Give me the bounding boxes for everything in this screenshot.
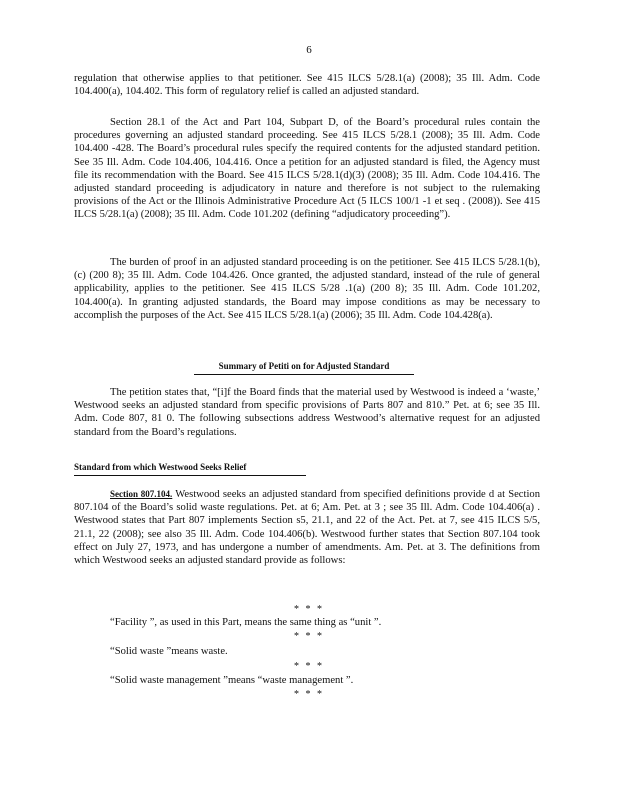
paragraph-2	[74, 116, 540, 222]
standard-heading: Standard from which Westwood Seeks Relief	[74, 461, 306, 476]
summary-heading: Summary of Petiti on for Adjusted Standard	[194, 360, 414, 375]
page-number: 6	[306, 44, 312, 56]
paragraph-5-text	[74, 488, 540, 567]
definition-solid-waste-management: “Solid waste management ”means “waste management ”.	[110, 675, 354, 686]
ellipsis-stars-4: * * *	[294, 689, 324, 700]
paragraph-4-text: The petition states that, “[i]f the Board finds that the material used by Westwood is indeed a ‘waste,’ Westwood seeks an adjusted standard from specific provisions of Parts 807 and 810.” Pet. at 6; see 35 Ill. Adm. Code 807, 81 0. The following subsections address Westwood’s alternative request for an adjusted standard from the Board’s regulations.	[74, 387, 540, 438]
paragraph-1	[74, 72, 540, 98]
ellipsis-stars-3: * * *	[294, 661, 324, 672]
definition-facility: “Facility ”, as used in this Part, means the same thing as “unit ”.	[110, 617, 382, 628]
definition-solid-waste: “Solid waste ”means waste.	[110, 646, 228, 657]
paragraph-2-text: Section 28.1 of the Act and Part 104, Subpart D, of the Board’s procedural rules contain the procedures governing an adjusted standard proceeding. See 415 ILCS 5/28.1 (2008); 35 Ill. Adm. Code 104.400 -428. The Board’s procedural rules specify the required contents for the adjusted standard petition. See 35 Ill. Adm. Code 104.406, 104.416. Once a petition for an adjusted standard is filed, the Agency must file its recommendation with the Board. See 415 ILCS 5/28.1(d)(3) (2008); 35 Ill. Adm. Code 104.416. The adjusted standard proceeding is adjudicatory in nature and therefore is not subject to the rulemaking provisions of the Act or the Illinois Administrative Procedure Act (5 ILCS 100/1 -1 et seq . (2008)). See 415 ILCS 5/28.1(a) (2008); 35 Ill. Adm. Code 101.202 (defining “adjudicatory proceeding”).	[74, 117, 540, 221]
ellipsis-stars-2: * * *	[294, 631, 324, 642]
paragraph-5-body: Westwood seeks an adjusted standard from specified definitions provide d at Section 807.104 of the Board’s solid waste regulations. Pet. at 6; Am. Pet. at 3 ; see 35 Ill. Adm. Code 104.406(a) . Westwood states that Part 807 implements Section s5, 21.1, and 22 of the Act. Pet. at 7, see 415 ILCS 5/5, 21.1, 22 (2008); see also 35 Ill. Adm. Code 104.406(b). Westwood further states that Section 807.104 took effect on July 27, 1973, and has undergone a number of amendments. Am. Pet. at 3. The definitions from which Westwood seeks an adjusted standard provide as follows:	[74, 489, 540, 567]
paragraph-5	[74, 488, 540, 567]
paragraph-4	[74, 386, 540, 439]
section-807-104-label: Section 807.104.	[110, 489, 173, 499]
paragraph-1-text: regulation that otherwise applies to that petitioner. See 415 ILCS 5/28.1(a) (2008); 35 Ill. Adm. Code 104.400(a), 104.402. This form of regulatory relief is called an adjusted standard.	[74, 73, 540, 98]
paragraph-3-text: The burden of proof in an adjusted standard proceeding is on the petitioner. See 415 ILCS 5/28.1(b), (c) (200 8); 35 Ill. Adm. Code 104.426. Once granted, the adjusted standard, instead of the rule of general applicability, applies to the petitioner. See 415 ILCS 5/28 .1(a) (200 8); 35 Ill. Adm. Code 101.202, 104.400(a). In granting adjusted standards, the Board may impose conditions as may be necessary to accomplish the purposes of the Act. See 415 ILCS 5/28.1(a) (2006); 35 Ill. Adm. Code 104.428(a).	[74, 257, 540, 321]
paragraph-3	[74, 256, 540, 322]
ellipsis-stars-1: * * *	[294, 604, 324, 615]
